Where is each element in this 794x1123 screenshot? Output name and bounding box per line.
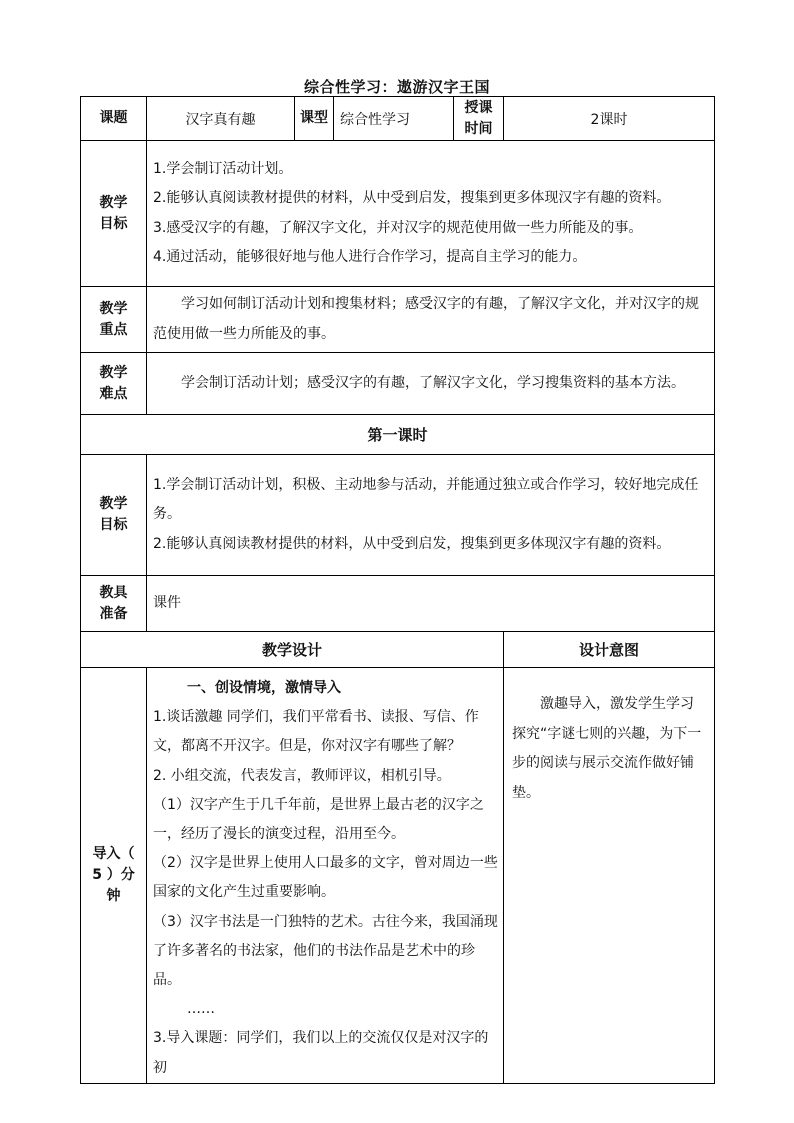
lesson1-goals-label: 教学目标 — [81, 455, 147, 576]
difficulties-row — [81, 353, 715, 415]
key-points-label: 教学重点 — [81, 287, 147, 353]
difficulties-text: 学会制订活动计划；感受汉字的有趣，了解汉字文化，学习搜集资料的基本方法。 — [181, 374, 685, 391]
key-points-row — [81, 287, 715, 353]
lesson1-goal-item: 1.学会制订活动计划，积极、主动地参与活动，并能通过独立或合作学习，较好地完成任务。 — [153, 476, 699, 523]
intro-step-label: 导入（ 5 ）分钟 — [81, 668, 147, 1084]
difficulties-label: 教学难点 — [81, 353, 147, 415]
design-ellipsis: …… — [187, 1001, 215, 1018]
goal-item: 1.学会制订活动计划。 — [153, 160, 293, 177]
tools-label: 教具准备 — [81, 576, 147, 632]
lesson1-goal-item: 2.能够认真阅读教材提供的材料，从中受到启发，搜集到更多体现汉字有趣的资料。 — [153, 535, 671, 552]
topic-label: 课题 — [81, 97, 147, 141]
goals-label: 教学目标 — [81, 141, 147, 287]
design-line: 3.导入课题：同学们，我们以上的交流仅仅是对汉字的初 — [153, 1030, 489, 1076]
header-row — [81, 97, 715, 141]
goal-item: 4.通过活动，能够很好地与他人进行合作学习，提高自主学习的能力。 — [153, 249, 587, 265]
intro-design-content — [147, 668, 504, 1084]
goal-item: 3.感受汉字的有趣，了解汉字文化，并对汉字的规范使用做一些力所能及的事。 — [153, 219, 643, 236]
hours-value: 2课时 — [504, 97, 715, 141]
design-line: 2. 小组交流，代表发言，教师评议，相机引导。 — [153, 767, 451, 784]
design-line: （1）汉字产生于几千年前，是世界上最古老的汉字之一，经历了漫长的演变过程，沿用至今。 — [153, 796, 484, 843]
design-line: （3）汉字书法是一门独特的艺术。古往今来，我国涌现了许多著名的书法家，他们的书法作品是艺术中的珍品。 — [153, 913, 498, 989]
design-line: （2）汉字是世界上使用人口最多的文字，曾对周边一些国家的文化产生过重要影响。 — [153, 855, 498, 901]
document-title: 综合性学习：遨游汉字王国 — [303, 78, 490, 96]
type-value: 综合性学习 — [334, 97, 454, 141]
lesson1-heading: 第一课时 — [81, 415, 715, 455]
goals-content — [147, 141, 715, 287]
tools-value: 课件 — [147, 576, 715, 632]
goals-row — [81, 141, 715, 287]
lesson-plan-table — [80, 96, 715, 1084]
intro-step-row — [81, 668, 715, 1084]
lesson1-goals-content — [147, 455, 715, 576]
design-column-header: 教学设计 — [81, 632, 504, 668]
lesson1-heading-row — [81, 415, 715, 455]
design-line: 1.谈话激趣 同学们，我们平常看书、读报、写信、作文，都离不开汉字。但是，你对汉字有哪些了解？ — [153, 709, 479, 755]
goal-item: 2.能够认真阅读教材提供的材料，从中受到启发，搜集到更多体现汉字有趣的资料。 — [153, 190, 671, 206]
intro-intent-text: 激趣导入，激发学生学习探究“字谜七则的兴趣，为下一步的阅读与展示交流作做好铺垫。 — [504, 668, 715, 1084]
intent-column-header: 设计意图 — [504, 632, 715, 668]
key-points-text: 学习如何制订活动计划和搜集材料；感受汉字的有趣，了解汉字文化，并对汉字的规范使用做一些力所能及的事。 — [153, 296, 699, 342]
type-label: 课型 — [295, 97, 334, 141]
design-header-row — [81, 632, 715, 668]
tools-row — [81, 576, 715, 632]
hours-label: 授课时间 — [454, 97, 504, 141]
lesson1-goals-row — [81, 455, 715, 576]
section-title: 一、创设情境，激情导入 — [187, 680, 341, 696]
topic-value: 汉字真有趣 — [147, 97, 295, 141]
